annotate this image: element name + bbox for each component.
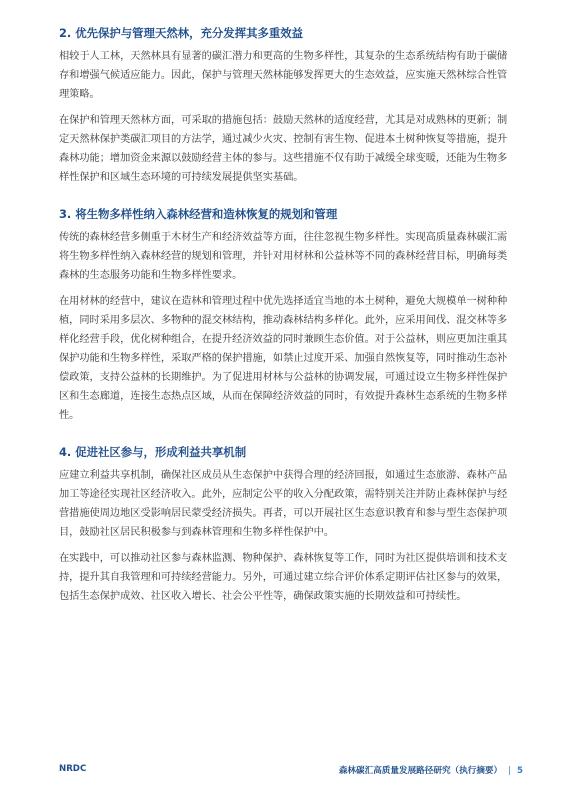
- paragraph: 应建立利益共享机制，确保社区成员从生态保护中获得合理的经济回报，如通过生态旅游、森林产品加工等途径实现社区经济收入。此外，应制定公平的收入分配政策，需特别关注并防止森林保护与经营措施使周边地区受影响居民蒙受经济损失。再者，可以开展社区生态意识教育和参与型生态保护项目，鼓励社区居民积极参与到森林管理和生物多样性保护中。: [59, 470, 508, 538]
- section-3: [59, 205, 515, 425]
- paragraph: 在保护和管理天然林方面，可采取的措施包括：鼓励天然林的适度经营，尤其是对成熟林的更新；制定天然林保护类碳汇项目的方法学，通过减少火灾、控制有害生物、促进本土树种恢复等措施，提升森林功能；增加资金来源以鼓励经营主体的参与。这些措施不仅有助于减缓全球变暖，还能为生物多样性保护和区域生态环境的可持续发展提供坚实基础。: [59, 115, 508, 183]
- section-title: 3. 将生物多样性纳入森林经营和造林恢复的规划和管理: [59, 207, 338, 221]
- section-title: 4. 促进社区参与，形成利益共享机制: [59, 445, 247, 459]
- paragraph: 在实践中，可以推动社区参与森林监测、物种保护、森林恢复等工作，同时为社区提供培训和技术支持，提升其自我管理和可持续经营能力。另外，可通过建立综合评价体系定期评估社区参与的效果，包括生态保护成效、社区收入增长、社会公平性等，确保政策实施的长期效益和可持续性。: [59, 553, 508, 602]
- footer-org: NRDC: [59, 764, 87, 774]
- footer-separator: |: [508, 766, 512, 776]
- paragraph: 相较于人工林，天然林具有显著的碳汇潜力和更高的生物多样性，其复杂的生态系统结构有助于碳储存和增强气候适应能力。因此，保护与管理天然林能够发挥更大的生态效益，应实施天然林综合性管理策略。: [59, 51, 508, 100]
- section-2: [59, 24, 515, 187]
- main-content: [59, 24, 515, 624]
- section-4: [59, 443, 515, 606]
- paragraph: 在用材林的经营中，建议在造林和管理过程中优先选择适宜当地的本土树种，避免大规模单一树种种植，同时采用多层次、多物种的混交林结构，推动森林结构多样化。此外，应采用间伐、混交林等多样化经营手段，优化树种组合，在提升经济效益的同时兼顾生态价值。对于公益林，则应更加注重其保护功能和生物多样性，采取严格的保护措施，如禁止过度开采、加强自然恢复等，同时推动生态补偿政策，支持公益林的长期维护。为了促进用材林与公益林的协调发展，可通过设立生物多样性保护区和生态廊道，连接生态热点区域，从而在保障经济效益的同时，有效提升森林生态系统的生物多样性。: [59, 296, 508, 421]
- footer-report-title: 森林碳汇高质量发展路径研究（执行摘要）: [338, 766, 503, 776]
- page-footer: [59, 764, 523, 780]
- paragraph: 传统的森林经营多侧重于木材生产和经济效益等方面，往往忽视生物多样性。实现高质量森林碳汇需将生物多样性纳入森林经营的规划和管理，并针对用材林和公益林等不同的森林经营目标，明确每类森林的生态服务功能和生物多样性要求。: [59, 232, 508, 281]
- page-number: 5: [517, 766, 523, 776]
- section-title: 2. 优先保护与管理天然林，充分发挥其多重效益: [59, 26, 304, 40]
- footer-right: [339, 764, 523, 776]
